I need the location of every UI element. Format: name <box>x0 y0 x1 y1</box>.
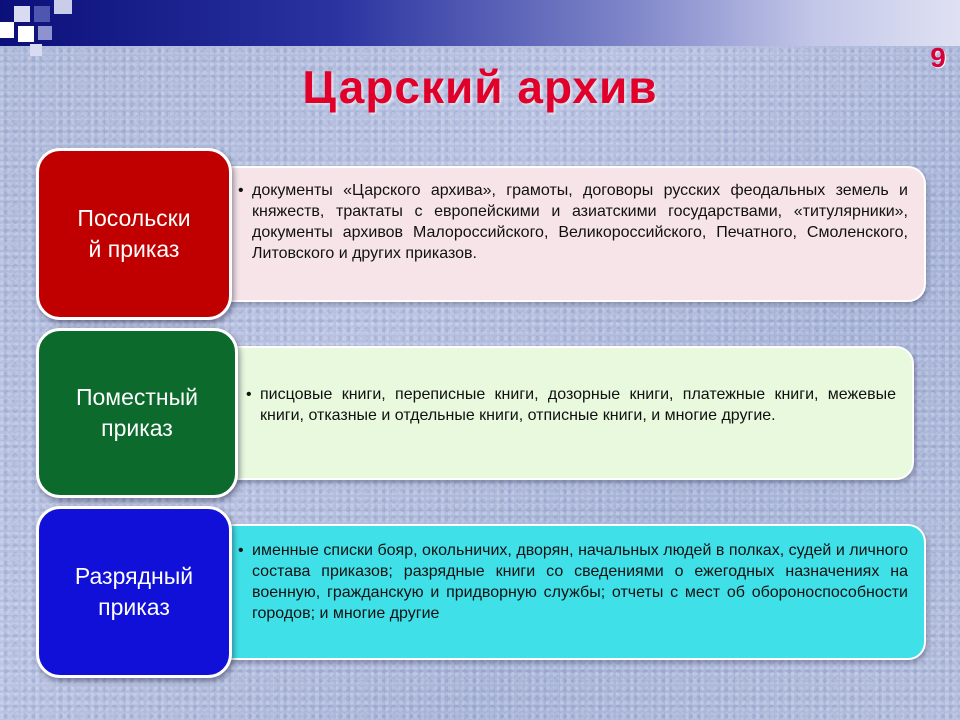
label-text: Поместный приказ <box>75 384 199 441</box>
bullet-icon: • <box>238 542 244 559</box>
description-text: именные списки бояр, окольничих, дворян, начальных людей в полках, судей и личного состава приказов; разрядные книги со сведениями о ежегодных назначениях на военную, гражданскую и придворную службы; отчеты с мест об обороноспособности городов; и многие другие <box>252 542 908 622</box>
description-box-1 <box>200 166 926 302</box>
slide-number: 9 <box>930 42 946 73</box>
bullet-icon: • <box>238 182 244 199</box>
label-text: Разрядный приказ <box>74 563 194 620</box>
description-box-2 <box>210 346 914 480</box>
label-text: Посольски й приказ <box>77 205 191 262</box>
slide-title: Царский архив <box>302 61 658 113</box>
label-razryadny-prikaz <box>36 506 232 678</box>
bullet-icon: • <box>246 386 252 403</box>
top-gradient-bar <box>0 0 960 46</box>
label-posolsky-prikaz <box>36 148 232 320</box>
label-pomestny-prikaz <box>36 328 238 498</box>
description-text: документы «Царского архива», грамоты, договоры русских феодальных земель и княжеств, трактаты с европейскими и азиатскими государствами, «титулярники», документы архивов Малороссийского, Великороссийского, Печатного, Смоленского, Литовского и других приказов. <box>252 182 908 262</box>
corner-decoration <box>0 0 80 60</box>
description-text: писцовые книги, переписные книги, дозорные книги, платежные книги, межевые книги, отказные и отдельные книги, отписные книги, и многие другие. <box>260 386 896 424</box>
description-box-3 <box>200 524 926 660</box>
